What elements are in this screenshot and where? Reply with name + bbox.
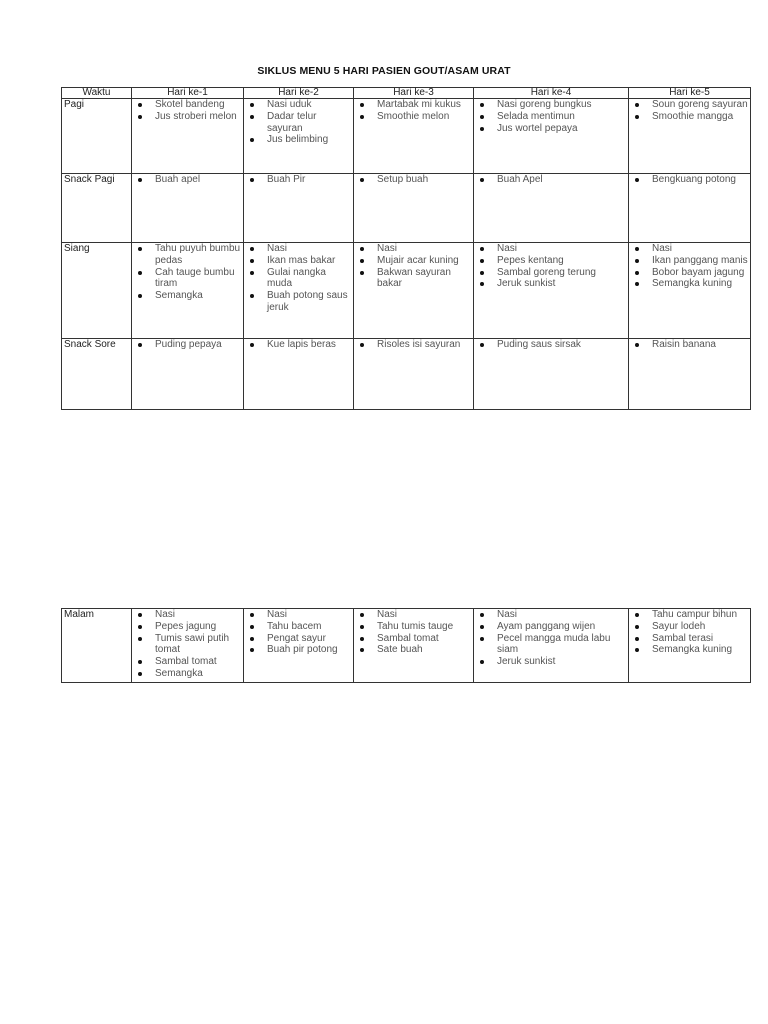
menu-item: Gulai nangka muda — [267, 267, 351, 291]
menu-item-list — [356, 243, 471, 290]
menu-item: Cah tauge bumbu tiram — [155, 267, 241, 291]
menu-item: Buah potong saus jeruk — [267, 290, 351, 314]
header-waktu: Waktu — [62, 88, 132, 99]
menu-item: Smoothie mangga — [652, 111, 748, 123]
menu-item-list — [246, 243, 351, 314]
menu-item-list — [134, 174, 241, 186]
menu-item-list — [476, 174, 626, 186]
menu-table-malam — [61, 608, 751, 683]
menu-item: Nasi — [155, 609, 241, 621]
menu-cell-day-2 — [244, 174, 354, 243]
header-row — [62, 88, 751, 99]
meal-time-label: Malam — [62, 609, 132, 683]
menu-item: Semangka — [155, 290, 241, 302]
table-row — [62, 174, 751, 243]
menu-cell-day-1 — [132, 339, 244, 410]
menu-item: Semangka kuning — [652, 644, 748, 656]
menu-item: Sambal tomat — [377, 633, 471, 645]
menu-item: Pengat sayur — [267, 633, 351, 645]
menu-item: Raisin banana — [652, 339, 748, 351]
menu-cell-day-3 — [354, 339, 474, 410]
menu-table — [61, 87, 751, 410]
menu-item: Kue lapis beras — [267, 339, 351, 351]
document-title: SIKLUS MENU 5 HARI PASIEN GOUT/ASAM URAT — [257, 65, 511, 77]
menu-item: Setup buah — [377, 174, 471, 186]
menu-item: Jeruk sunkist — [497, 278, 626, 290]
menu-item: Sayur lodeh — [652, 621, 748, 633]
header-day-3: Hari ke-3 — [354, 88, 474, 99]
menu-item: Skotel bandeng — [155, 99, 241, 111]
menu-item: Buah Pir — [267, 174, 351, 186]
menu-item: Martabak mi kukus — [377, 99, 471, 111]
menu-cell-day-5 — [629, 174, 751, 243]
menu-item: Jus belimbing — [267, 134, 351, 146]
menu-item-list — [631, 339, 748, 351]
menu-item: Tahu campur bihun — [652, 609, 748, 621]
menu-cell-day-2 — [244, 243, 354, 339]
menu-cell-day-1 — [132, 609, 244, 683]
menu-item: Buah pir potong — [267, 644, 351, 656]
menu-item: Nasi — [497, 609, 626, 621]
menu-cell-day-4 — [474, 99, 629, 174]
meal-time-label: Snack Pagi — [62, 174, 132, 243]
menu-item-list — [356, 174, 471, 186]
menu-item-list — [631, 609, 748, 656]
menu-item: Nasi — [267, 243, 351, 255]
menu-item-list — [631, 174, 748, 186]
menu-item: Buah Apel — [497, 174, 626, 186]
menu-item: Pepes kentang — [497, 255, 626, 267]
menu-cell-day-2 — [244, 339, 354, 410]
menu-item: Ayam panggang wijen — [497, 621, 626, 633]
menu-cell-day-3 — [354, 243, 474, 339]
menu-item: Bobor bayam jagung — [652, 267, 748, 279]
menu-cell-day-1 — [132, 174, 244, 243]
menu-item-list — [246, 339, 351, 351]
menu-cell-day-5 — [629, 99, 751, 174]
menu-item-list — [134, 99, 241, 123]
menu-item: Semangka — [155, 668, 241, 680]
menu-item-list — [134, 609, 241, 680]
meal-time-label: Pagi — [62, 99, 132, 174]
header-day-4: Hari ke-4 — [474, 88, 629, 99]
menu-item: Ikan mas bakar — [267, 255, 351, 267]
menu-item: Nasi — [652, 243, 748, 255]
menu-item: Sambal goreng terung — [497, 267, 626, 279]
menu-cell-day-3 — [354, 174, 474, 243]
menu-item: Puding pepaya — [155, 339, 241, 351]
menu-item: Tumis sawi putih tomat — [155, 633, 241, 657]
menu-cell-day-4 — [474, 609, 629, 683]
menu-item: Mujair acar kuning — [377, 255, 471, 267]
menu-cell-day-4 — [474, 339, 629, 410]
menu-item-list — [476, 99, 626, 134]
menu-item: Tahu tumis tauge — [377, 621, 471, 633]
menu-item: Pecel mangga muda labu siam — [497, 633, 626, 657]
table-row — [62, 243, 751, 339]
menu-item: Bengkuang potong — [652, 174, 748, 186]
menu-cell-day-4 — [474, 243, 629, 339]
menu-item: Jus wortel pepaya — [497, 123, 626, 135]
menu-item: Nasi — [497, 243, 626, 255]
menu-item: Tahu puyuh bumbu pedas — [155, 243, 241, 266]
menu-cell-day-5 — [629, 339, 751, 410]
menu-item: Puding saus sirsak — [497, 339, 626, 351]
menu-item-list — [356, 609, 471, 656]
menu-item: Pepes jagung — [155, 621, 241, 633]
menu-item: Risoles isi sayuran — [377, 339, 471, 351]
menu-item: Bakwan sayuran bakar — [377, 267, 471, 291]
menu-item-list — [476, 243, 626, 290]
menu-cell-day-1 — [132, 99, 244, 174]
menu-item: Smoothie melon — [377, 111, 471, 123]
menu-item: Semangka kuning — [652, 278, 748, 290]
menu-item: Tahu bacem — [267, 621, 351, 633]
menu-item-list — [631, 243, 748, 290]
menu-item: Ikan panggang manis — [652, 254, 748, 266]
meal-time-label: Snack Sore — [62, 339, 132, 410]
menu-cell-day-5 — [629, 609, 751, 683]
menu-item: Dadar telur sayuran — [267, 111, 351, 135]
menu-item: Sambal tomat — [155, 656, 241, 668]
menu-item: Jus stroberi melon — [155, 111, 241, 123]
menu-item: Nasi — [377, 609, 471, 621]
menu-item: Nasi — [267, 609, 351, 621]
menu-item-list — [134, 243, 241, 302]
menu-item-list — [246, 609, 351, 656]
menu-item: Soun goreng sayuran — [652, 99, 748, 110]
table-row — [62, 609, 751, 683]
menu-item-list — [476, 609, 626, 668]
menu-item: Sambal terasi — [652, 633, 748, 645]
menu-cell-day-3 — [354, 99, 474, 174]
menu-cell-day-4 — [474, 174, 629, 243]
menu-item: Jeruk sunkist — [497, 656, 626, 668]
menu-item: Nasi goreng bungkus — [497, 99, 626, 111]
menu-item-list — [356, 99, 471, 123]
menu-item-list — [246, 99, 351, 146]
table-row — [62, 339, 751, 410]
menu-item: Nasi uduk — [267, 99, 351, 111]
menu-item: Selada mentimun — [497, 111, 626, 123]
header-day-2: Hari ke-2 — [244, 88, 354, 99]
header-day-1: Hari ke-1 — [132, 88, 244, 99]
menu-item-list — [246, 174, 351, 186]
menu-cell-day-1 — [132, 243, 244, 339]
menu-cell-day-2 — [244, 99, 354, 174]
meal-time-label: Siang — [62, 243, 132, 339]
menu-cell-day-3 — [354, 609, 474, 683]
menu-item-list — [631, 99, 748, 123]
menu-item: Sate buah — [377, 644, 471, 656]
menu-item-list — [476, 339, 626, 351]
menu-cell-day-2 — [244, 609, 354, 683]
menu-item-list — [356, 339, 471, 351]
menu-cell-day-5 — [629, 243, 751, 339]
header-day-5: Hari ke-5 — [629, 88, 751, 99]
table-row — [62, 99, 751, 174]
menu-item: Buah apel — [155, 174, 241, 186]
menu-item: Nasi — [377, 243, 471, 255]
menu-item-list — [134, 339, 241, 351]
